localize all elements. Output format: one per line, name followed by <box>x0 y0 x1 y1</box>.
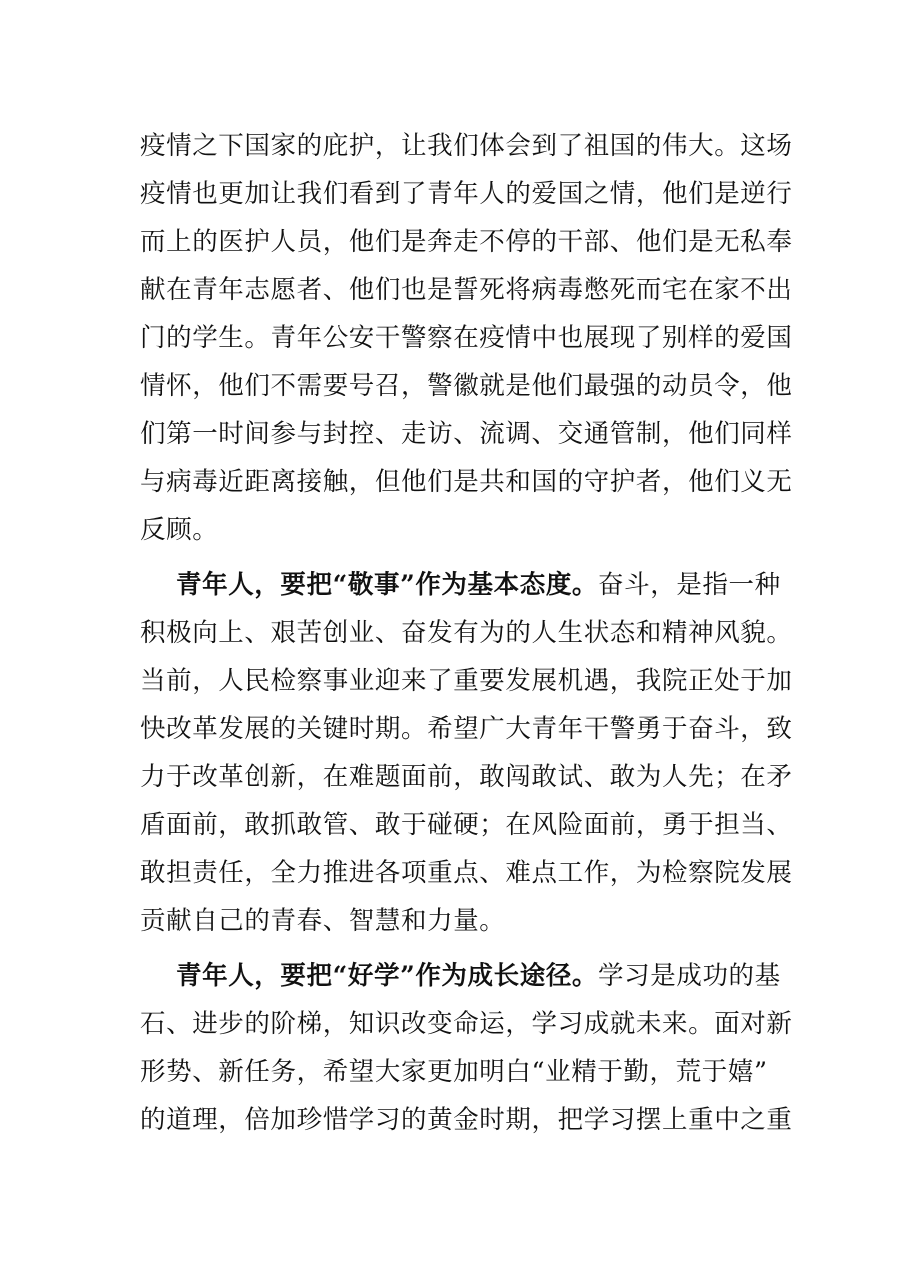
text-line: 力于改革创新，在难题面前，敢闯敢试、敢为人先；在矛 <box>140 762 793 792</box>
text-line: 情怀，他们不需要号召，警徽就是他们最强的动员令，他 <box>140 371 793 401</box>
text-line: 疫情之下国家的庇护，让我们体会到了祖国的伟大。这场 <box>140 131 793 161</box>
paragraph-spacing <box>140 945 780 952</box>
text-line: 疫情也更加让我们看到了青年人的爱国之情，他们是逆行 <box>140 179 793 209</box>
text-line: 而上的医护人员，他们是奔走不停的干部、他们是无私奉 <box>140 227 793 257</box>
text-line: 敢担责任，全力推进各项重点、难点工作，为检察院发展 <box>140 858 793 888</box>
paragraph-1 <box>140 122 793 554</box>
text-line: 盾面前，敢抓敢管、敢于碰硬；在风险面前，勇于担当、 <box>140 810 793 840</box>
document-body <box>140 122 793 1144</box>
text-line: 形势、新任务，希望大家更加明白“业精于勤，荒于嬉” <box>140 1057 768 1087</box>
text-line: 献在青年志愿者、他们也是誓死将病毒憋死而宅在家不出 <box>140 275 793 305</box>
text-line: 贡献自己的青春、智慧和力量。 <box>140 906 506 936</box>
text-span: 学习是成功的基 <box>598 961 781 991</box>
text-line: 的道理，倍加珍惜学习的黄金时期，把学习摆上重中之重 <box>140 1105 793 1135</box>
text-line: 积极向上、艰苦创业、奋发有为的人生状态和精神风貌。 <box>140 618 793 648</box>
text-line: 门的学生。青年公安干警察在疫情中也展现了别样的爱国 <box>140 323 793 353</box>
text-line <box>140 952 780 1000</box>
text-line: 反顾。 <box>140 515 219 545</box>
text-line: 当前，人民检察事业迎来了重要发展机遇，我院正处于加 <box>140 666 793 696</box>
text-line: 石、进步的阶梯，知识改变命运，学习成就未来。面对新 <box>140 1009 793 1039</box>
text-span: 奋斗，是指一种 <box>598 570 781 600</box>
paragraph-2 <box>140 561 793 945</box>
text-line: 们第一时间参与封控、走访、流调、交通管制，他们同样 <box>140 419 793 449</box>
paragraph-3 <box>140 952 793 1144</box>
paragraph-heading: 青年人，要把“敬事”作为基本态度。 <box>176 570 599 600</box>
text-line: 快改革发展的关键时期。希望广大青年干警勇于奋斗，致 <box>140 714 793 744</box>
text-line <box>140 561 780 609</box>
text-line: 与病毒近距离接触，但他们是共和国的守护者，他们义无 <box>140 467 793 497</box>
paragraph-heading: 青年人，要把“好学”作为成长途径。 <box>176 961 599 991</box>
paragraph-spacing <box>140 554 780 561</box>
